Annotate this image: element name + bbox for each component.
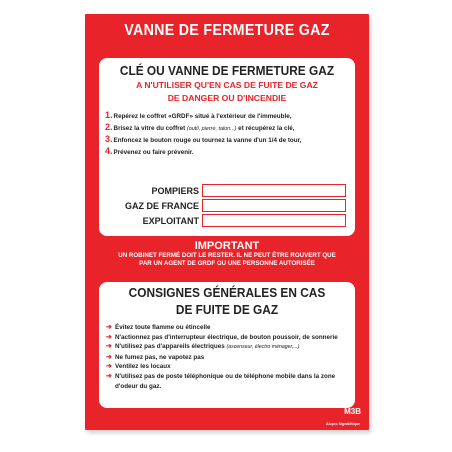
rule-item (106, 362, 355, 372)
field-row-exploitant (99, 214, 355, 229)
arrow-right-icon: ➔ (106, 333, 112, 341)
rule-text: N'actionnez pas d'interrupteur électrique, de bouton poussoir, de sonnerie (115, 333, 338, 341)
field-label-exploitant: EXPLOITANT (142, 216, 199, 226)
field-box-pompiers (202, 184, 346, 197)
rule-note: (ascenseur, électro ménager,...) (226, 344, 300, 351)
general-panel-title (105, 285, 348, 319)
step-text-rest: et récupérez la clé, (236, 125, 295, 132)
step-text: Brisez la vitre du coffret (113, 125, 187, 132)
sign-code: M3B (344, 407, 361, 416)
important-line-1: UN ROBINET FERMÉ DOIT LE RESTER. IL NE PEUT ÊTRE ROUVERT QUE (118, 252, 336, 259)
step-number: 4. (105, 146, 113, 156)
step-text: Repérez le coffret «GRDF» situé à l'extérieur de l'immeuble, (113, 113, 292, 120)
rule-text: Évitez toute flamme ou étincelle (115, 324, 211, 331)
field-box-gaz-de-france (202, 199, 346, 212)
gas-valve-sign (85, 14, 369, 430)
general-title-line-2: DE FUITE DE GAZ (175, 303, 279, 317)
rule-item (106, 342, 355, 353)
warning-line-2: DE DANGER OU D'INCENDIE (167, 93, 287, 103)
general-instructions-panel (99, 282, 355, 408)
field-box-exploitant (202, 214, 346, 227)
step-number: 3. (105, 134, 113, 144)
valve-instructions-panel (99, 58, 355, 236)
important-line-2: PAR UN AGENT DE GRDF OU UNE PERSONNE AUTORISÉE (139, 260, 315, 267)
rule-item (106, 353, 355, 363)
rule-item (106, 372, 355, 391)
arrow-right-icon: ➔ (106, 343, 112, 351)
field-label-pompiers: POMPIERS (151, 186, 199, 196)
arrow-right-icon: ➔ (106, 353, 112, 361)
rule-text: Ventilez les locaux (115, 363, 171, 371)
important-heading: IMPORTANT (194, 240, 260, 252)
arrow-right-icon: ➔ (106, 363, 112, 371)
rules-list (106, 323, 355, 391)
valve-panel-title: CLÉ OU VANNE DE FERMETURE GAZ (119, 64, 335, 78)
field-row-pompiers (99, 184, 355, 199)
rule-item (106, 323, 355, 333)
step-text: Enfoncez le bouton rouge ou tournez la vanne d'un 1/4 de tour, (113, 137, 302, 144)
rule-text: N'utilisez pas d'appareils électriques (115, 343, 227, 351)
general-title-line-1: CONSIGNES GÉNÉRALES EN CAS (128, 286, 326, 300)
brand-label: Alupro Signalétique (326, 422, 360, 426)
step-number: 1. (105, 110, 113, 120)
rule-text: Ne fumez pas, ne vapotez pas (115, 353, 205, 361)
steps-list (105, 110, 355, 158)
rule-text: N'utilisez pas de poste téléphonique ou de téléphone mobile dans la zone d'odeur du gaz. (115, 372, 336, 390)
contact-fields (99, 184, 355, 229)
step-note: (outil, pierre, talon...) (187, 126, 237, 132)
arrow-right-icon: ➔ (106, 324, 112, 331)
step-item (105, 134, 355, 146)
step-text: Prévenez ou faire prévenir. (113, 149, 194, 156)
important-notice (85, 240, 369, 268)
warning-line-1: A N'UTILISER QU'EN CAS DE FUITE DE GAZ (136, 80, 318, 90)
arrow-right-icon: ➔ (106, 372, 112, 380)
step-number: 2. (105, 122, 113, 132)
field-row-gaz-de-france (99, 199, 355, 214)
sign-title: VANNE DE FERMETURE GAZ (124, 22, 330, 39)
step-item (105, 122, 355, 134)
step-item (105, 146, 355, 158)
rule-item (106, 333, 355, 343)
step-item (105, 110, 355, 122)
field-label-gaz-de-france: GAZ DE FRANCE (125, 201, 199, 211)
